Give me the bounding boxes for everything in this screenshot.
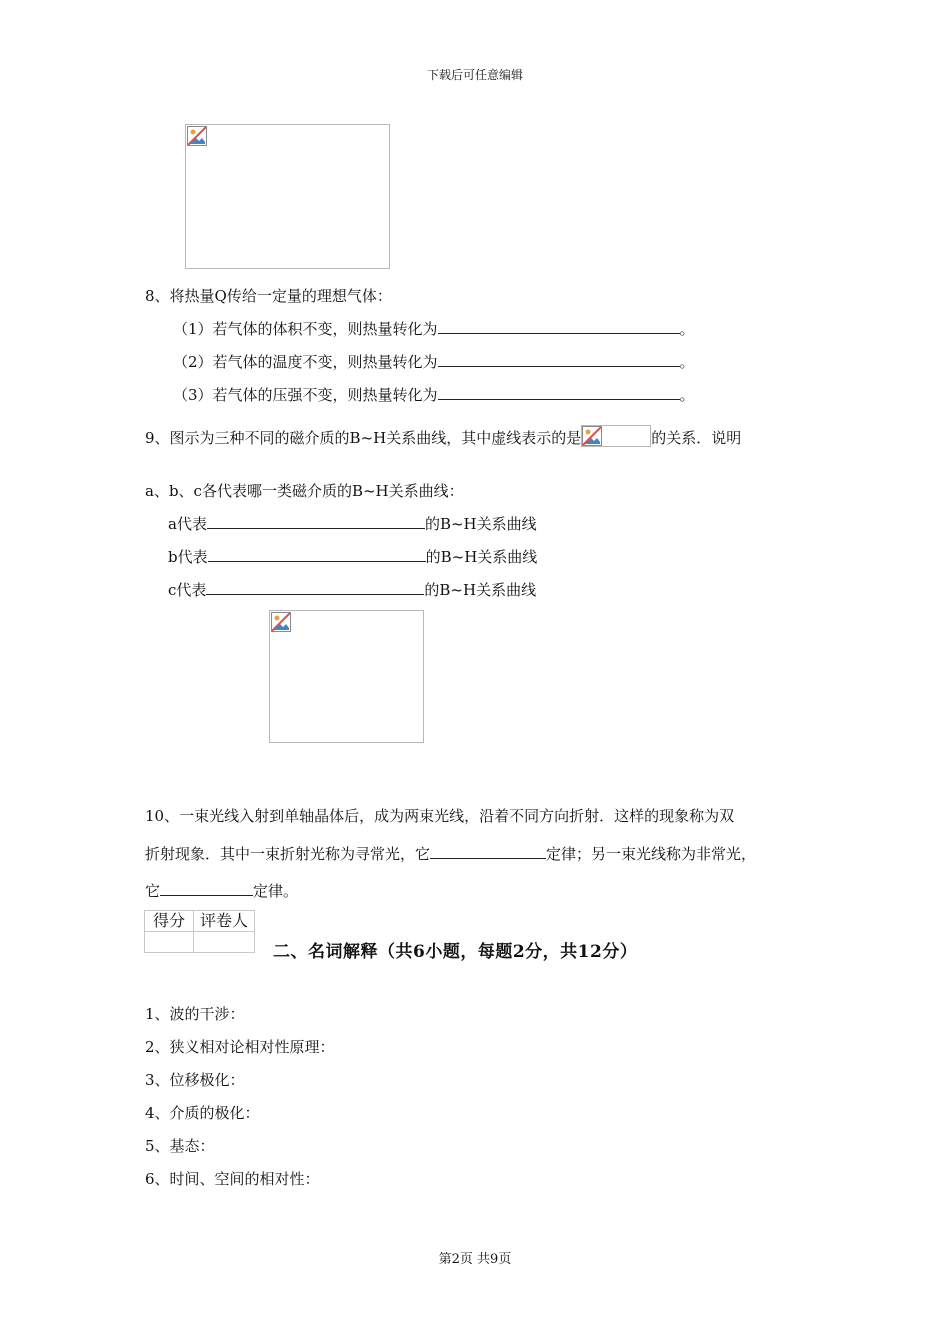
q10-line-1: 10、一束光线入射到单轴晶体后，成为两束光线，沿着不同方向折射．这样的现象称为双	[145, 807, 735, 825]
answer-blank[interactable]	[430, 844, 546, 859]
q9-item-a-pre: a代表	[168, 515, 207, 533]
score-cell-label: 得分	[145, 911, 194, 932]
q8-stem: 8、将热量Q传给一定量的理想气体：	[145, 287, 392, 305]
q10-line-2	[145, 844, 756, 864]
figure-placeholder-2	[269, 610, 424, 743]
q9-line-2: a、b、c各代表哪一类磁介质的B~H关系曲线：	[145, 482, 464, 500]
q9-item-a	[168, 514, 537, 534]
q9-item-b-pre: b代表	[168, 548, 208, 566]
q9-item-a-post: 的B~H关系曲线	[424, 515, 537, 533]
q8-item-1-end: 。	[679, 320, 695, 338]
term-item-3: 3、位移极化：	[145, 1071, 245, 1089]
q8-item-3	[173, 385, 695, 405]
page-footer-number: 第2页 共9页	[438, 1252, 512, 1267]
q9-item-b	[168, 547, 537, 567]
term-item-2: 2、狭义相对论相对性原理：	[145, 1038, 335, 1056]
score-table-input-row	[145, 932, 255, 953]
figure-placeholder-1	[185, 124, 390, 269]
broken-image-icon	[187, 126, 207, 146]
q10-line-3-post: 定律。	[253, 882, 299, 900]
answer-blank[interactable]	[438, 352, 680, 367]
score-table	[144, 910, 255, 953]
page-header-note: 下载后可任意编辑	[426, 68, 523, 82]
q8-item-3-end: 。	[679, 386, 695, 404]
answer-blank[interactable]	[207, 514, 425, 529]
grader-cell-label: 评卷人	[194, 911, 255, 932]
q9-line-1-pre: 9、图示为三种不同的磁介质的B~H关系曲线，其中虚线表示的是	[145, 429, 582, 447]
q8-item-2-end: 。	[679, 353, 695, 371]
grader-input-cell[interactable]	[194, 932, 255, 953]
answer-blank[interactable]	[160, 881, 253, 896]
section-2-title: 二、名词解释（共6小题，每题2分，共12分）	[273, 942, 638, 962]
answer-blank[interactable]	[438, 319, 680, 334]
q9-line-1	[145, 425, 741, 448]
q10-line-3-pre: 它	[145, 882, 161, 900]
q10-line-2-post: 定律；另一束光线称为非常光，	[546, 845, 757, 863]
broken-image-icon	[582, 426, 602, 446]
answer-blank[interactable]	[438, 385, 680, 400]
q8-item-1-text: （1）若气体的体积不变，则热量转化为	[173, 320, 438, 338]
term-item-4: 4、介质的极化：	[145, 1104, 260, 1122]
answer-blank[interactable]	[206, 580, 424, 595]
q10-line-2-pre: 折射现象．其中一束折射光称为寻常光，它	[145, 845, 431, 863]
q9-item-b-post: 的B~H关系曲线	[425, 548, 538, 566]
q8-item-3-text: （3）若气体的压强不变，则热量转化为	[173, 386, 438, 404]
q10-line-3	[145, 881, 298, 901]
term-item-1: 1、波的干涉：	[145, 1005, 245, 1023]
term-item-5: 5、基态：	[145, 1137, 215, 1155]
q9-item-c-pre: c代表	[168, 581, 207, 599]
broken-image-icon	[271, 612, 291, 632]
q9-item-c-post: 的B~H关系曲线	[424, 581, 537, 599]
score-input-cell[interactable]	[145, 932, 194, 953]
q9-item-c	[168, 580, 536, 600]
q9-line-1-post: 的关系．说明	[651, 429, 742, 447]
score-table-header-row	[145, 911, 255, 932]
q8-item-2	[173, 352, 695, 372]
term-item-6: 6、时间、空间的相对性：	[145, 1170, 320, 1188]
q8-item-2-text: （2）若气体的温度不变，则热量转化为	[173, 353, 438, 371]
inline-figure-placeholder	[581, 425, 651, 447]
q8-item-1	[173, 319, 695, 339]
answer-blank[interactable]	[208, 547, 426, 562]
